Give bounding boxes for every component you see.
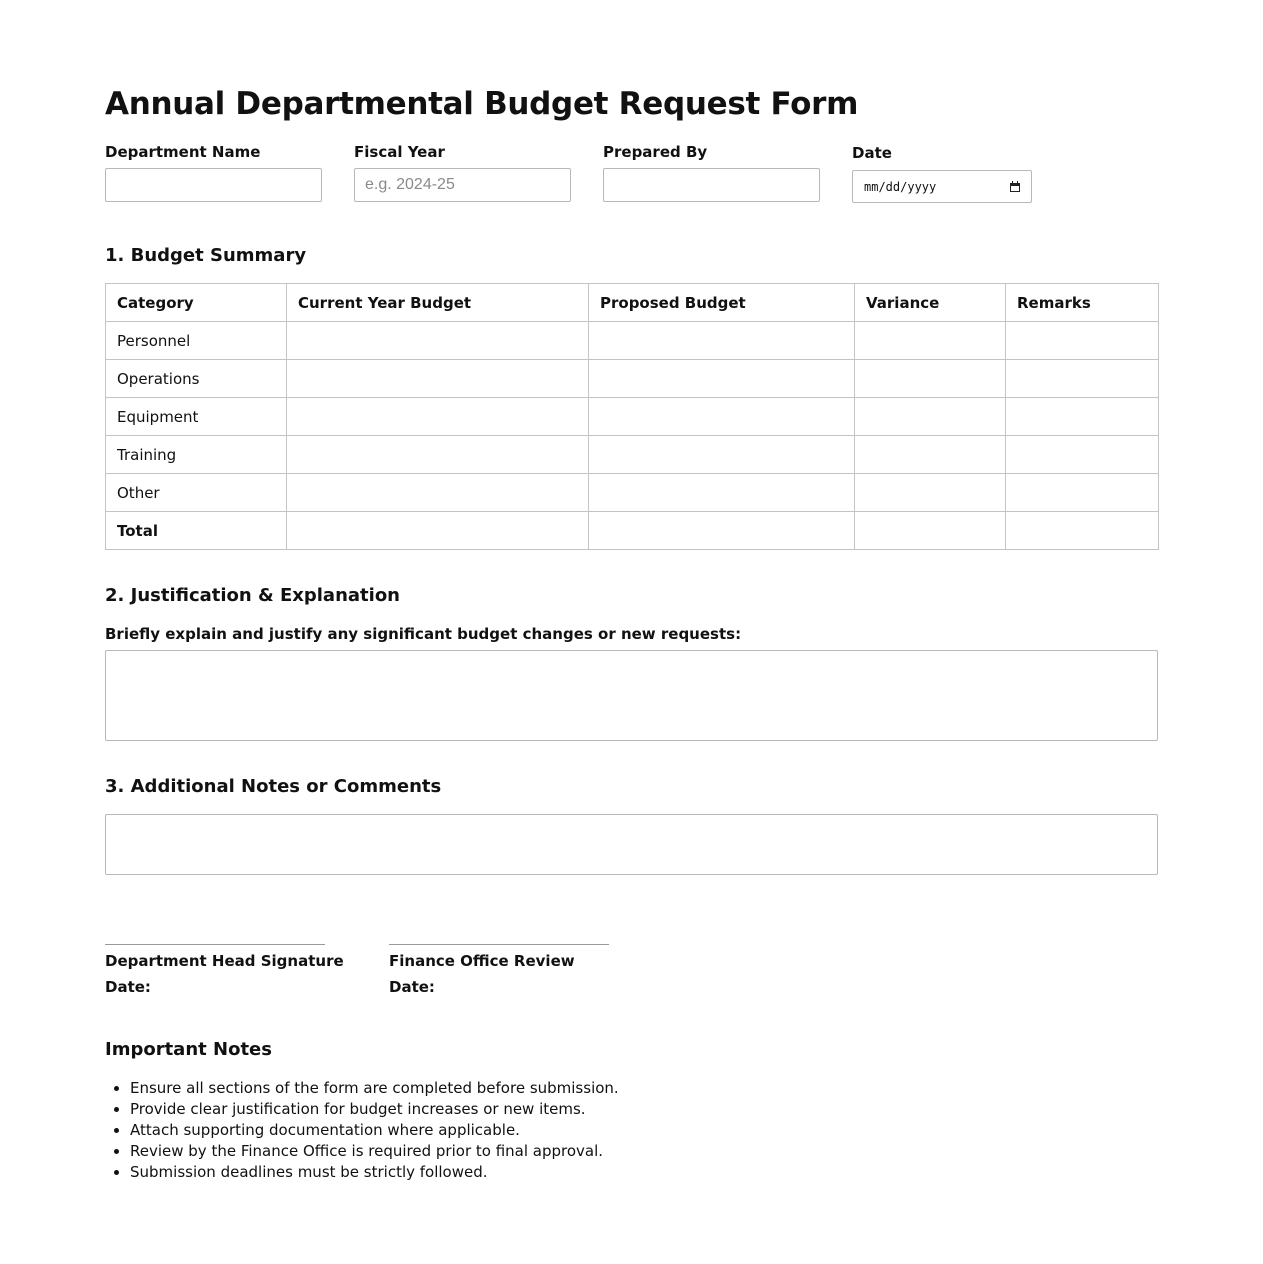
remarks-total-cell[interactable] — [1006, 512, 1159, 550]
finance-office-date-label: Date: — [389, 978, 435, 996]
variance-total-cell[interactable] — [855, 512, 1006, 550]
page-title: Annual Departmental Budget Request Form — [105, 86, 859, 122]
list-item: • Provide clear justification for budget increases or new items. — [130, 1099, 619, 1120]
category-cell: Operations — [106, 360, 287, 398]
department-name-group — [105, 143, 260, 162]
table-row — [106, 322, 1159, 360]
department-name-label: Department Name — [105, 143, 261, 161]
proposed-cell[interactable] — [589, 360, 855, 398]
prepared-by-label: Prepared By — [603, 143, 708, 161]
date-group — [852, 144, 937, 194]
current-year-cell[interactable] — [287, 322, 589, 360]
department-head-date-label: Date: — [105, 978, 151, 996]
variance-cell[interactable] — [855, 322, 1006, 360]
current-year-cell[interactable] — [287, 436, 589, 474]
department-name-input[interactable] — [105, 168, 322, 202]
fiscal-year-input[interactable] — [354, 168, 571, 202]
table-row — [106, 474, 1159, 512]
important-notes-heading: Important Notes — [105, 1039, 272, 1060]
justification-prompt: Briefly explain and justify any significant budget changes or new requests: — [105, 625, 742, 643]
prepared-by-group — [603, 143, 707, 162]
current-year-cell[interactable] — [287, 474, 589, 512]
table-row — [106, 398, 1159, 436]
remarks-cell[interactable] — [1006, 474, 1159, 512]
table-header-row — [106, 284, 1159, 322]
date-input-text: mm/dd/yyyy — [864, 179, 937, 194]
remarks-cell[interactable] — [1006, 398, 1159, 436]
column-header-remarks: Remarks — [1006, 284, 1159, 322]
current-year-total-cell[interactable] — [287, 512, 589, 550]
column-header-category: Category — [106, 284, 287, 322]
current-year-cell[interactable] — [287, 360, 589, 398]
variance-cell[interactable] — [855, 474, 1006, 512]
table-row — [106, 436, 1159, 474]
column-header-variance: Variance — [855, 284, 1006, 322]
fiscal-year-label: Fiscal Year — [354, 143, 445, 161]
total-label-cell: Total — [106, 512, 287, 550]
justification-textarea[interactable] — [105, 650, 1158, 741]
current-year-cell[interactable] — [287, 398, 589, 436]
column-header-current-year-budget: Current Year Budget — [287, 284, 589, 322]
remarks-cell[interactable] — [1006, 436, 1159, 474]
budget-summary-heading: 1. Budget Summary — [105, 245, 307, 266]
department-head-signature-block — [105, 944, 344, 996]
category-cell: Personnel — [106, 322, 287, 360]
proposed-cell[interactable] — [589, 398, 855, 436]
additional-notes-heading: 3. Additional Notes or Comments — [105, 776, 442, 797]
proposed-cell[interactable] — [589, 436, 855, 474]
finance-office-review-block — [389, 944, 609, 996]
list-item: • Submission deadlines must be strictly followed. — [130, 1162, 619, 1183]
date-label: Date — [852, 144, 892, 162]
signature-line — [105, 944, 325, 945]
category-cell: Other — [106, 474, 287, 512]
fiscal-year-group — [354, 143, 445, 162]
table-total-row — [106, 512, 1159, 550]
proposed-total-cell[interactable] — [589, 512, 855, 550]
remarks-cell[interactable] — [1006, 360, 1159, 398]
list-item: • Attach supporting documentation where applicable. — [130, 1120, 619, 1141]
proposed-cell[interactable] — [589, 474, 855, 512]
table-row — [106, 360, 1159, 398]
variance-cell[interactable] — [855, 436, 1006, 474]
date-input[interactable] — [852, 170, 1032, 203]
column-header-proposed-budget: Proposed Budget — [589, 284, 855, 322]
variance-cell[interactable] — [855, 360, 1006, 398]
proposed-cell[interactable] — [589, 322, 855, 360]
remarks-cell[interactable] — [1006, 322, 1159, 360]
department-head-signature-label: Department Head Signature — [105, 952, 344, 970]
justification-heading: 2. Justification & Explanation — [105, 585, 400, 606]
category-cell: Training — [106, 436, 287, 474]
important-notes-list — [105, 1078, 619, 1183]
prepared-by-input[interactable] — [603, 168, 820, 202]
signature-line — [389, 944, 609, 945]
budget-summary-table — [105, 283, 1159, 550]
calendar-icon[interactable] — [1009, 181, 1021, 193]
category-cell: Equipment — [106, 398, 287, 436]
list-item: • Ensure all sections of the form are completed before submission. — [130, 1078, 619, 1099]
variance-cell[interactable] — [855, 398, 1006, 436]
additional-notes-textarea[interactable] — [105, 814, 1158, 875]
list-item: • Review by the Finance Office is required prior to final approval. — [130, 1141, 619, 1162]
finance-office-review-label: Finance Office Review — [389, 952, 575, 970]
